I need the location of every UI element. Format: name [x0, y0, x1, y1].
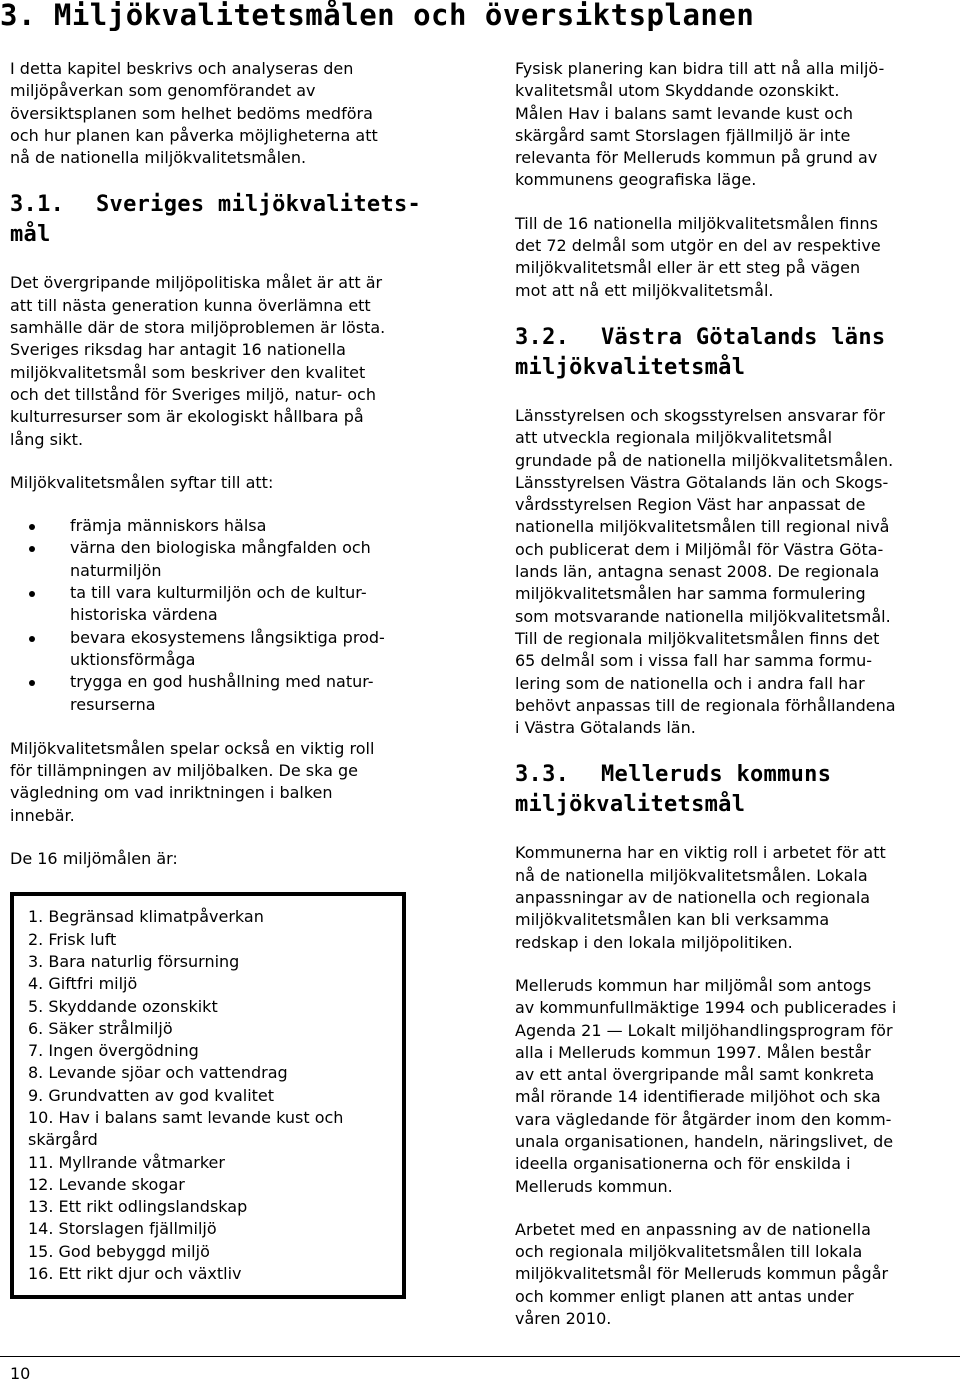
text-line: miljökvalitetsmål för Melleruds kommun pågår	[515, 1264, 889, 1284]
section-heading-3-1: 3.1. Sveriges miljökvalitets- mål	[10, 192, 422, 248]
list-item-text: 15. God bebyggd miljö	[28, 1241, 210, 1261]
goals-box	[10, 892, 406, 1299]
list-item-text: 2. Frisk luft	[28, 929, 117, 949]
list-item-text: skärgård	[28, 1130, 98, 1150]
text-line: Melleruds kommun.	[515, 1176, 673, 1196]
list-item-text: 7. Ingen övergödning	[28, 1041, 199, 1061]
text-line: vägledning om vad inriktningen i balken	[10, 783, 333, 803]
text-line: Länsstyrelsen och skogsstyrelsen ansvarar för	[515, 405, 885, 425]
list-item	[28, 929, 402, 951]
goals-list	[28, 906, 402, 1285]
list-item-text: uktionsförmåga	[70, 649, 196, 669]
text-line: våren 2010.	[515, 1309, 612, 1329]
text-line: och publicerat dem i Miljömål för Västra Göta-	[515, 539, 884, 559]
list-item-text: 16. Ett rikt djur och växtliv	[28, 1264, 242, 1284]
list-item-text: ta till vara kulturmiljön och de kultur-	[70, 583, 367, 603]
subgoals-paragraph	[515, 213, 955, 302]
text-line: Miljökvalitetsmålen spelar också en viktig roll	[10, 738, 375, 758]
list-item-text: 3. Bara naturlig försurning	[28, 951, 240, 971]
list-item-text: 6. Säker strålmiljö	[28, 1018, 173, 1038]
list-item	[28, 1040, 402, 1062]
list-item-text: värna den biologiska mångfalden och	[70, 538, 371, 558]
text-line: mål rörande 14 identifierade miljöhot och ska	[515, 1087, 881, 1107]
text-line: miljökvalitetsmålen kan bli verksamma	[515, 910, 830, 930]
page-number: 10	[10, 1364, 31, 1383]
text-line: miljöpåverkan som genomförandet av	[10, 81, 316, 101]
list-item-text: 8. Levande sjöar och vattendrag	[28, 1063, 288, 1083]
list-item	[10, 537, 455, 582]
text-line: anpassningar av de nationella och regionala	[515, 888, 871, 908]
text-line: att till nästa generation kunna överlämna ett	[10, 295, 371, 315]
list-item	[28, 1062, 402, 1084]
list-item	[28, 1152, 402, 1174]
text-line: behövt anpassas till de regionala förhållandena	[515, 695, 896, 715]
right-column	[515, 58, 955, 1351]
text-line: som motsvarande nationella miljökvalitetsmål.	[515, 606, 891, 626]
text-line: Kommunerna har en viktig roll i arbetet för att	[515, 843, 886, 863]
text-line: alla i Melleruds kommun 1997. Målen består	[515, 1042, 871, 1062]
aims-intro: Miljökvalitetsmålen syftar till att:	[10, 472, 274, 492]
list-item	[10, 671, 455, 716]
text-line: nationella miljökvalitetsmålen till regional nivå	[515, 517, 890, 537]
list-item	[28, 906, 402, 928]
list-item	[28, 951, 402, 973]
list-item-text: främja människors hälsa	[70, 516, 267, 536]
list-item	[10, 582, 455, 627]
list-item-text: 1. Begränsad klimatpåverkan	[28, 907, 264, 927]
list-item-text: 13. Ett rikt odlingslandskap	[28, 1197, 248, 1217]
text-line: Melleruds kommun har miljömål som antogs	[515, 975, 872, 995]
list-item-text: bevara ekosystemens långsiktiga prod-	[70, 627, 385, 647]
text-line: Målen Hav i balans samt levande kust och	[515, 103, 854, 123]
municipal-goals-paragraph	[515, 975, 955, 1198]
text-line: unala organisationen, handeln, näringslivet, de	[515, 1131, 894, 1151]
list-item	[10, 627, 455, 672]
list-item	[28, 1218, 402, 1240]
text-line: i Västra Götalands län.	[515, 718, 696, 738]
text-line: att utveckla regionala miljökvalitetsmål	[515, 428, 833, 448]
text-line: av kommunfullmäktige 1994 och publicerades i	[515, 998, 897, 1018]
text-line: miljökvalitetsmål eller är ett steg på vägen	[515, 258, 861, 278]
text-line: vårdsstyrelsen Region Väst har anpassat de	[515, 495, 866, 515]
planning-paragraph	[515, 58, 955, 192]
list-item-text: 12. Levande skogar	[28, 1174, 185, 1194]
text-line: lång sikt.	[10, 429, 84, 449]
text-line: Sveriges riksdag har antagit 16 nationella	[10, 340, 346, 360]
text-line: Fysisk planering kan bidra till att nå alla miljö-	[515, 59, 885, 78]
list-item-text: 9. Grundvatten av god kvalitet	[28, 1085, 275, 1105]
list-item	[28, 1107, 402, 1152]
text-line: översiktsplanen som helhet bedöms medföra	[10, 103, 373, 123]
list-item-text: resurserna	[70, 694, 156, 714]
text-line: och kommer enligt planen att antas under	[515, 1286, 854, 1306]
text-line: Agenda 21 — Lokalt miljöhandlingsprogram för	[515, 1020, 893, 1040]
page-title: 3. Miljökvalitetsmålen och översiktsplanen	[0, 0, 755, 32]
aims-list	[10, 515, 455, 716]
section-heading-3-3: 3.3. Melleruds kommuns miljökvalitetsmål	[515, 762, 832, 818]
text-line: ideella organisationerna och för enskilda i	[515, 1154, 851, 1174]
text-line: och regionala miljökvalitetsmålen till lokala	[515, 1242, 863, 1262]
text-line: och hur planen kan påverka möjligheterna att	[10, 125, 378, 145]
list-item-text: 10. Hav i balans samt levande kust och	[28, 1107, 344, 1127]
list-item	[28, 1085, 402, 1107]
intro-paragraph	[10, 58, 455, 169]
text-line: samhälle där de stora miljöproblemen är lösta.	[10, 318, 386, 338]
text-line: I detta kapitel beskrivs och analyseras den	[10, 59, 354, 78]
list-item	[28, 1263, 402, 1285]
text-line: det 72 delmål som utgör en del av respektive	[515, 236, 881, 256]
text-line: innebär.	[10, 805, 75, 825]
text-line: nå de nationella miljökvalitetsmålen.	[10, 148, 307, 168]
list-item	[28, 1196, 402, 1218]
text-line: Det övergripande miljöpolitiska målet är att är	[10, 273, 383, 293]
list-item	[10, 515, 455, 537]
municipal-role-paragraph	[515, 842, 955, 953]
text-line: kommunens geografiska läge.	[515, 170, 757, 190]
list-item	[28, 1174, 402, 1196]
text-line: miljökvalitetsmål som beskriver den kvalitet	[10, 362, 366, 382]
section-heading-3-2: 3.2. Västra Götalands läns miljökvalitetsmål	[515, 324, 886, 380]
text-line: Länsstyrelsen Västra Götalands län och Skogs-	[515, 472, 889, 492]
list-item-text: 14. Storslagen fjällmiljö	[28, 1219, 217, 1239]
list-item-text: trygga en god hushållning med natur-	[70, 672, 374, 692]
text-line: grundade på de nationella miljökvalitetsmålen.	[515, 450, 894, 470]
list-item-text: 11. Myllrande våtmarker	[28, 1152, 225, 1172]
text-line: relevanta för Melleruds kommun på grund av	[515, 148, 878, 168]
regional-goals-paragraph	[515, 405, 955, 739]
left-column	[10, 58, 455, 1299]
adaptation-paragraph	[515, 1219, 955, 1330]
text-line: nå de nationella miljökvalitetsmålen. Lokala	[515, 865, 868, 885]
text-line: mot att nå ett miljökvalitetsmål.	[515, 280, 774, 300]
list-item	[28, 996, 402, 1018]
text-line: lering som de nationella och i andra fall har	[515, 673, 865, 693]
text-line: Arbetet med en anpassning av de nationella	[515, 1219, 871, 1239]
text-line: och det tillstånd för Sveriges miljö, natur- och	[10, 384, 376, 404]
list-item-text: historiska värdena	[70, 605, 218, 625]
goals-intro: De 16 miljömålen är:	[10, 849, 178, 869]
list-item	[28, 973, 402, 995]
text-line: kulturresurser som är ekologiskt hållbara på	[10, 407, 364, 427]
text-line: av ett antal övergripande mål samt konkreta	[515, 1065, 875, 1085]
text-line: redskap i den lokala miljöpolitiken.	[515, 932, 793, 952]
text-line: Till de regionala miljökvalitetsmålen finns det	[515, 628, 880, 648]
list-item	[28, 1241, 402, 1263]
text-line: skärgård samt Storslagen fjällmiljö är inte	[515, 125, 851, 145]
text-line: kvalitetsmål utom Skyddande ozonskikt.	[515, 81, 840, 101]
list-item	[28, 1018, 402, 1040]
national-goals-paragraph	[10, 272, 455, 450]
text-line: Till de 16 nationella miljökvalitetsmålen finns	[515, 213, 878, 233]
list-item-text: 5. Skyddande ozonskikt	[28, 996, 218, 1016]
text-line: för tillämpningen av miljöbalken. De ska ge	[10, 761, 358, 781]
list-item-text: 4. Giftfri miljö	[28, 974, 138, 994]
text-line: miljökvalitetsmålen har samma formulering	[515, 584, 866, 604]
text-line: lands län, antagna senast 2008. De regionala	[515, 562, 880, 582]
footer-rule	[0, 1356, 960, 1357]
text-line: vara vägledande för åtgärder inom den komm-	[515, 1109, 892, 1129]
text-line: 65 delmål som i vissa fall har samma formu-	[515, 651, 873, 671]
environmental-code-paragraph	[10, 738, 455, 827]
list-item-text: naturmiljön	[70, 560, 162, 580]
